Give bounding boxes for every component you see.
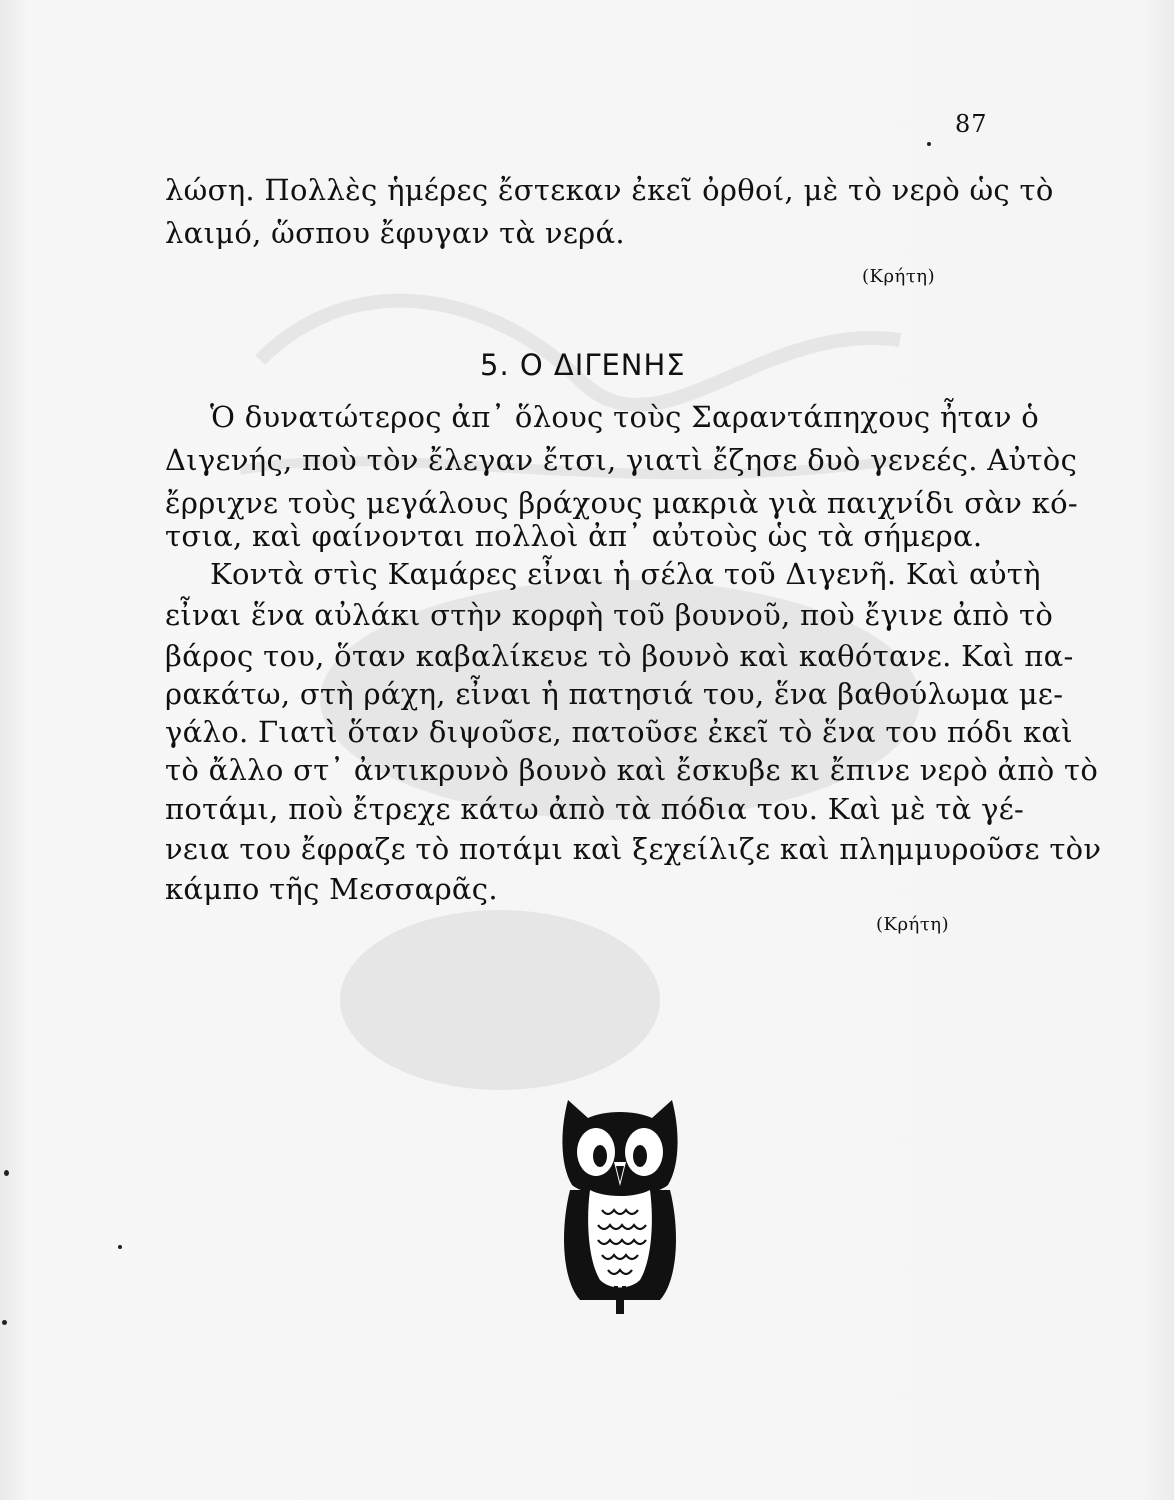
scan-speck bbox=[4, 1170, 9, 1176]
paragraph-line: Διγενής, ποὺ τὸν ἔλεγαν ἔτσι, γιατὶ ἔζησε δυὸ γενεές. Αὐτὸς bbox=[165, 443, 1078, 477]
paragraph-line: Κοντὰ στὶς Καμάρες εἶναι ἡ σέλα τοῦ Διγενῆ. Καὶ αὐτὴ bbox=[210, 557, 1041, 591]
source-attribution: (Κρήτη) bbox=[876, 914, 950, 935]
paragraph-line: κάμπο τῆς Μεσσαρᾶς. bbox=[165, 872, 498, 906]
paragraph-line: βάρος του, ὅταν καβαλίκευε τὸ βουνὸ καὶ καθότανε. Καὶ πα- bbox=[165, 639, 1074, 673]
paragraph-line: λαιμό, ὥσπου ἔφυγαν τὰ νερά. bbox=[165, 216, 625, 250]
paragraph-line: Ὁ δυνατώτερος ἀπ᾿ ὅλους τοὺς Σαραντάπηχους ἦταν ὁ bbox=[210, 400, 1040, 434]
paragraph-line: γάλο. Γιατὶ ὅταν διψοῦσε, πατοῦσε ἐκεῖ τὸ ἕνα του πόδι καὶ bbox=[165, 715, 1073, 749]
source-attribution: (Κρήτη) bbox=[862, 266, 936, 287]
scan-speck bbox=[2, 1320, 7, 1325]
scan-speck bbox=[927, 142, 931, 146]
owl-icon bbox=[550, 1090, 690, 1320]
paragraph-line: ρακάτω, στὴ ράχη, εἶναι ἡ πατησιά του, ἕνα βαθούλωμα με- bbox=[165, 677, 1064, 711]
page-number: 87 bbox=[955, 110, 988, 138]
section-heading: 5. Ο ΔΙΓΕΝΗΣ bbox=[480, 348, 686, 382]
paragraph-line: τσια, καὶ φαίνονται πολλοὶ ἀπ᾿ αὐτοὺς ὡς τὰ σήμερα. bbox=[165, 519, 983, 553]
paragraph-line: νεια του ἔφραζε τὸ ποτάμι καὶ ξεχείλιζε καὶ πλημμυροῦσε τὸν bbox=[165, 832, 1102, 866]
paragraph-line: λώση. Πολλὲς ἡμέρες ἔστεκαν ἐκεῖ ὀρθοί, μὲ τὸ νερὸ ὡς τὸ bbox=[165, 173, 1054, 207]
paragraph-line: εἶναι ἕνα αὐλάκι στὴν κορφὴ τοῦ βουνοῦ, ποὺ ἔγινε ἀπὸ τὸ bbox=[165, 598, 1054, 632]
paragraph-line: ἔρριχνε τοὺς μεγάλους βράχους μακριὰ γιὰ παιχνίδι σὰν κό- bbox=[165, 486, 1078, 520]
scan-speck bbox=[118, 1245, 122, 1249]
paragraph-line: ποτάμι, ποὺ ἔτρεχε κάτω ἀπὸ τὰ πόδια του. Καὶ μὲ τὰ γέ- bbox=[165, 792, 1025, 826]
paragraph-line: τὸ ἄλλο στ᾿ ἀντικρυνὸ βουνὸ καὶ ἔσκυβε κι ἔπινε νερὸ ἀπὸ τὸ bbox=[165, 753, 1099, 787]
